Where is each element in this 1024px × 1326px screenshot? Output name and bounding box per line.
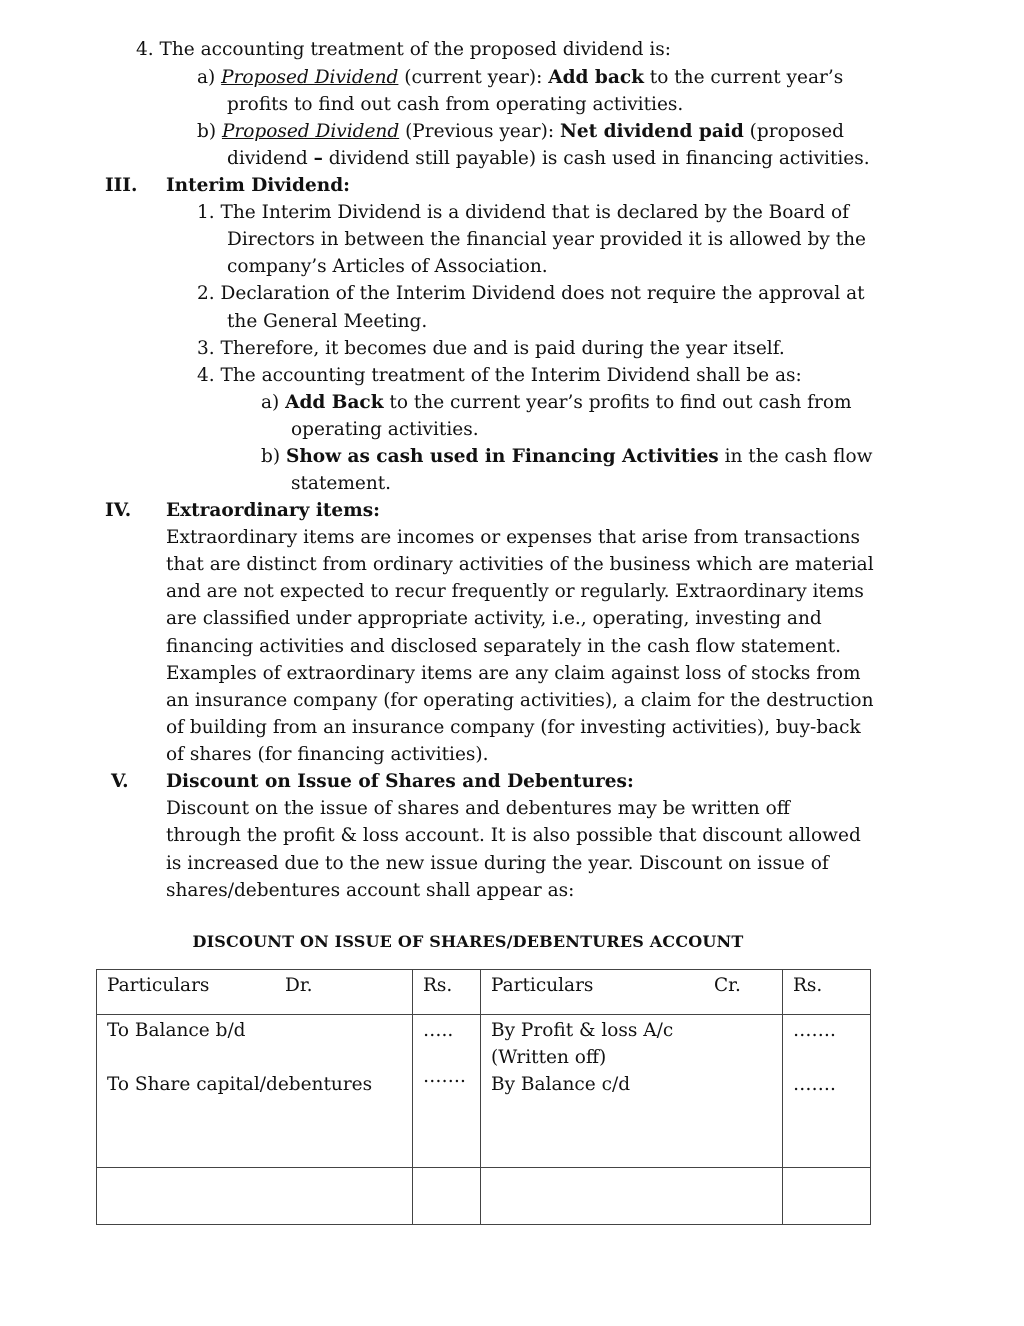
header-cell	[481, 970, 783, 1015]
emphasis: Add back	[548, 67, 644, 88]
text: (Previous year):	[399, 121, 560, 142]
continuation: statement.	[291, 473, 392, 494]
empty-cell	[97, 1168, 413, 1225]
item-text: The accounting treatment of the proposed dividend is:	[159, 39, 671, 60]
header-rs: Rs.	[423, 975, 453, 996]
credit-entry-note: (Written off)	[491, 1047, 607, 1068]
header-cell	[413, 970, 481, 1015]
debit-particulars-cell	[97, 1015, 413, 1168]
paragraph-line: an insurance company (for operating activities), a claim for the destruction	[166, 690, 874, 711]
text: dividend	[227, 148, 314, 169]
list-item	[197, 280, 865, 307]
paragraph-line: that are distinct from ordinary activities of the business which are material	[166, 554, 874, 575]
debit-entry: To Balance b/d	[107, 1020, 246, 1041]
item-number: 3.	[197, 338, 215, 359]
paragraph-line: Extraordinary items are incomes or expenses that arise from transactions	[166, 527, 861, 548]
paragraph-line: of building from an insurance company (for investing activities), buy-back	[166, 717, 861, 738]
item-text: Therefore, it becomes due and is paid during the year itself.	[220, 338, 785, 359]
list-item	[197, 335, 785, 362]
header-dr: Dr.	[285, 975, 313, 996]
sub-item-b	[197, 118, 844, 145]
account-title: DISCOUNT ON ISSUE OF SHARES/DEBENTURES ACCOUNT	[192, 932, 744, 951]
paragraph-line: Examples of extraordinary items are any claim against loss of stocks from	[166, 663, 861, 684]
header-cell	[783, 970, 871, 1015]
sub-label: b)	[197, 121, 217, 142]
sub-label: b)	[261, 446, 281, 467]
item-number: 2.	[197, 283, 215, 304]
section-heading: Interim Dividend:	[166, 175, 350, 196]
debit-entry: To Share capital/debentures	[107, 1074, 373, 1095]
continuation: operating activities.	[291, 419, 479, 440]
amount-placeholder: …….	[793, 1020, 836, 1041]
header-cr: Cr.	[714, 975, 741, 996]
spacer	[107, 1044, 402, 1071]
section-number: IV.	[105, 500, 132, 521]
term: Proposed Dividend	[221, 67, 399, 88]
credit-entry: By Balance c/d	[491, 1074, 631, 1095]
paragraph-line: through the profit & loss account. It is also possible that discount allowed	[166, 825, 861, 846]
emphasis: Net dividend paid	[559, 121, 744, 142]
continuation	[227, 145, 870, 172]
sub-label: a)	[197, 67, 216, 88]
item-text: The accounting treatment of the Interim Dividend shall be as:	[220, 365, 802, 386]
sub-item-a	[261, 389, 852, 416]
term: Proposed Dividend	[221, 121, 400, 142]
list-item	[197, 362, 802, 389]
credit-particulars-cell	[481, 1015, 783, 1168]
emphasis: Add Back	[285, 392, 384, 413]
text: to the current year’s profits to find out cash from	[383, 392, 852, 413]
credit-amount-cell	[783, 1015, 871, 1168]
paragraph-line: of shares (for financing activities).	[166, 744, 489, 765]
sub-item-b	[261, 443, 872, 470]
debit-amount-cell	[413, 1015, 481, 1168]
empty-cell	[413, 1168, 481, 1225]
text: (current year):	[398, 67, 549, 88]
paragraph-line: Discount on the issue of shares and debentures may be written off	[166, 798, 790, 819]
header-rs: Rs.	[793, 975, 823, 996]
ledger-table	[96, 969, 871, 1225]
sub-item-a	[197, 64, 843, 91]
total-row	[97, 1168, 871, 1225]
item-text: The Interim Dividend is a dividend that is declared by the Board of	[220, 202, 849, 223]
emphasis: Show as cash used in Financing Activities	[285, 446, 719, 467]
section-heading: Discount on Issue of Shares and Debentures:	[166, 771, 634, 792]
text: (proposed	[743, 121, 844, 142]
list-item	[197, 199, 849, 226]
continuation: company’s Articles of Association.	[227, 256, 548, 277]
empty-cell	[481, 1168, 783, 1225]
text: to the current year’s	[643, 67, 844, 88]
amount-placeholder: …..	[423, 1020, 454, 1041]
text: in the cash flow	[718, 446, 873, 467]
paragraph-line: is increased due to the new issue during the year. Discount on issue of	[166, 853, 829, 874]
item-text: Declaration of the Interim Dividend does not require the approval at	[220, 283, 865, 304]
paragraph-line: shares/debentures account shall appear as:	[166, 880, 575, 901]
paragraph-line: financing activities and disclosed separately in the cash flow statement.	[166, 636, 842, 657]
item-number: 4.	[136, 39, 154, 60]
continuation: profits to find out cash from operating activities.	[227, 94, 684, 115]
section-heading: Extraordinary items:	[166, 500, 380, 521]
continuation: the General Meeting.	[227, 311, 428, 332]
paragraph-line: are classified under appropriate activity, i.e., operating, investing and	[166, 608, 822, 629]
dash: –	[313, 148, 323, 169]
sub-label: a)	[261, 392, 280, 413]
text: dividend still payable) is cash used in financing activities.	[322, 148, 870, 169]
amount-placeholder: …….	[423, 1066, 466, 1087]
paragraph-line: and are not expected to recur frequently or regularly. Extraordinary items	[166, 581, 864, 602]
table-row	[97, 1015, 871, 1168]
empty-cell	[783, 1168, 871, 1225]
continuation: Directors in between the financial year provided it is allowed by the	[227, 229, 866, 250]
section-number: V.	[111, 771, 129, 792]
header-cell	[97, 970, 413, 1015]
table-header-row	[97, 970, 871, 1015]
item-number: 1.	[197, 202, 215, 223]
spacer	[793, 1044, 860, 1071]
credit-entry: By Profit & loss A/c	[491, 1020, 674, 1041]
item-number: 4.	[197, 365, 215, 386]
amount-placeholder: …….	[793, 1074, 836, 1095]
list-item	[136, 36, 671, 63]
header-particulars: Particulars	[491, 975, 594, 996]
section-number: III.	[105, 175, 138, 196]
header-particulars: Particulars	[107, 975, 210, 996]
